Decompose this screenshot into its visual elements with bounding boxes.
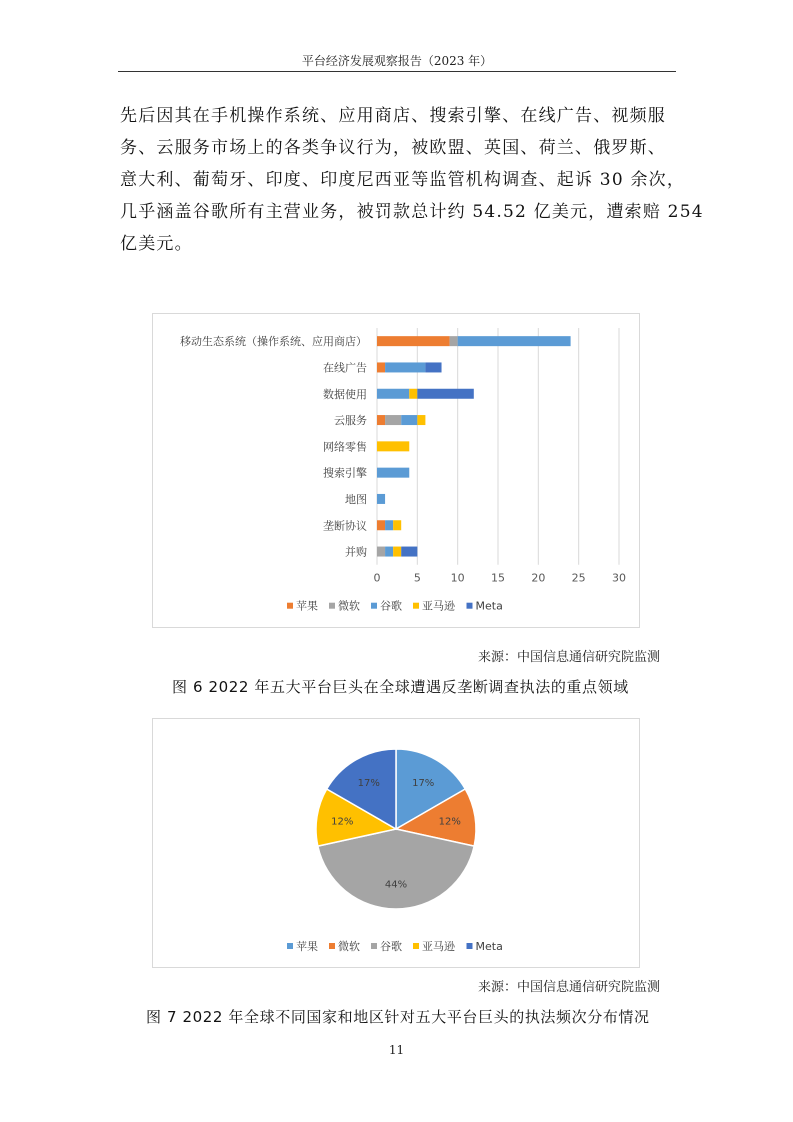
legend-label: 亚马逊 — [422, 599, 455, 613]
category-label: 网络零售 — [323, 440, 367, 454]
x-tick-label: 30 — [612, 571, 626, 585]
bar-segment — [393, 520, 401, 530]
bar-segment — [377, 494, 385, 504]
legend-swatch — [413, 943, 419, 949]
legend-swatch — [371, 603, 377, 609]
legend-label: Meta — [475, 599, 503, 613]
bar-segment — [385, 362, 425, 372]
bar-segment — [458, 336, 571, 346]
category-label: 并购 — [345, 545, 367, 559]
pie-chart — [153, 719, 639, 967]
x-tick-label: 10 — [450, 571, 465, 585]
x-tick-label: 15 — [491, 571, 505, 585]
legend-swatch — [287, 943, 293, 949]
bar-segment — [377, 520, 385, 530]
page-number: 11 — [388, 1043, 405, 1057]
page-header: 平台经济发展观察报告（2023 年） — [301, 54, 493, 68]
bar-segment — [417, 389, 473, 399]
legend-label: 微软 — [338, 599, 360, 613]
bar-chart-frame — [152, 313, 640, 628]
bar-chart — [153, 314, 639, 627]
figure7-caption: 图 7 2022 年全球不同国家和地区针对五大平台巨头的执法频次分布情况 — [146, 1008, 650, 1026]
paragraph-line: 先后因其在手机操作系统、应用商店、搜索引擎、在线广告、视频服 — [120, 106, 666, 126]
x-tick-label: 25 — [571, 571, 586, 585]
pie-chart-frame — [152, 718, 640, 968]
category-label: 数据使用 — [323, 387, 367, 401]
category-label: 搜索引擎 — [323, 466, 367, 480]
x-tick-label: 5 — [413, 571, 421, 585]
legend-swatch — [371, 943, 377, 949]
paragraph-line: 亿美元。 — [120, 234, 193, 254]
paragraph-line: 几乎涵盖谷歌所有主营业务，被罚款总计约 54.52 亿美元，遭索赔 254 — [120, 202, 704, 222]
header-rule — [118, 71, 676, 72]
legend-label: 谷歌 — [380, 940, 402, 953]
bar-segment — [385, 415, 401, 425]
x-tick-label: 0 — [373, 571, 381, 585]
slice-label: 12% — [331, 816, 354, 828]
slice-label: 17% — [412, 777, 435, 789]
bar-segment — [401, 415, 417, 425]
legend-swatch — [467, 943, 473, 949]
paragraph-line: 务、云服务市场上的各类争议行为，被欧盟、英国、荷兰、俄罗斯、 — [120, 138, 666, 158]
legend-label: 苹果 — [296, 599, 318, 613]
slice-label: 44% — [384, 879, 408, 891]
body-paragraph — [120, 100, 704, 260]
figure6-caption: 图 6 2022 年五大平台巨头在全球遭遇反垄断调查执法的重点领域 — [172, 678, 629, 696]
legend-label: Meta — [475, 940, 503, 953]
bar-segment — [377, 336, 450, 346]
bar-segment — [417, 415, 425, 425]
bar-segment — [401, 547, 417, 557]
slice-label: 12% — [438, 816, 461, 828]
bar-segment — [450, 336, 458, 346]
legend-swatch — [329, 603, 335, 609]
figure7-source: 来源：中国信息通信研究院监测 — [478, 980, 661, 995]
bar-segment — [385, 520, 393, 530]
bar-segment — [425, 362, 441, 372]
category-label: 在线广告 — [323, 361, 367, 375]
legend-swatch — [329, 943, 335, 949]
category-label: 云服务 — [334, 414, 367, 428]
bar-segment — [385, 547, 393, 557]
slice-label: 17% — [357, 777, 380, 789]
bar-segment — [377, 389, 409, 399]
category-label: 移动生态系统（操作系统、应用商店） — [180, 335, 367, 349]
x-tick-label: 20 — [531, 571, 546, 585]
bar-segment — [409, 389, 417, 399]
bar-segment — [377, 362, 385, 372]
legend-swatch — [413, 603, 419, 609]
legend-label: 苹果 — [296, 940, 318, 953]
bar-segment — [377, 441, 409, 451]
category-label: 地图 — [345, 492, 367, 506]
legend-label: 谷歌 — [380, 599, 402, 613]
bar-segment — [393, 547, 401, 557]
bar-segment — [377, 468, 409, 478]
category-label: 垄断协议 — [323, 519, 367, 533]
legend-swatch — [467, 603, 473, 609]
bar-segment — [377, 415, 385, 425]
legend-label: 亚马逊 — [422, 940, 455, 953]
bar-segment — [377, 547, 385, 557]
legend-swatch — [287, 603, 293, 609]
figure6-source: 来源：中国信息通信研究院监测 — [478, 650, 661, 665]
paragraph-line: 意大利、葡萄牙、印度、印度尼西亚等监管机构调查、起诉 30 余次， — [120, 170, 686, 190]
legend-label: 微软 — [338, 940, 360, 953]
